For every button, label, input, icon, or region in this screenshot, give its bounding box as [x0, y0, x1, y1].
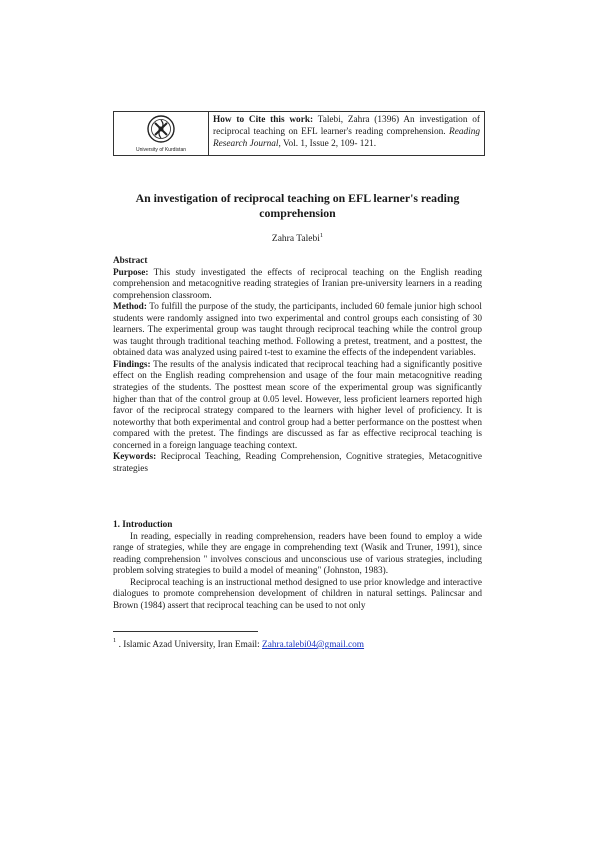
- logo-cell: [114, 112, 209, 155]
- introduction-paragraph-1: In reading, especially in reading comprehension, readers have been found to employ a wide range of strategies, while they are engage in comprehending text (Wasik and Truner, 1991), since reading comprehension " involves conscious and unconscious use of various strategies, including problem solving strategies to build a model of meaning" (Johnston, 1983).: [113, 531, 482, 577]
- citation-text-before: Talebi, Zahra (1396) An investigation of reciprocal teaching on EFL learner's reading comprehension.: [213, 115, 480, 137]
- keywords-text: Reciprocal Teaching, Reading Comprehension, Cognitive strategies, Metacognitive strategies: [113, 452, 482, 474]
- citation-label: How to Cite this work:: [213, 115, 314, 125]
- purpose-label: Purpose:: [113, 267, 149, 278]
- author-footnote-mark: 1: [319, 232, 324, 239]
- author-name: Zahra Talebi: [271, 234, 320, 244]
- purpose-text: This study investigated the effects of reciprocal teaching on the English reading comprehension and metacognitive reading strategies of Iranian pre-university learners in a reading comprehension classroom.: [113, 267, 482, 301]
- university-name: University of Kurdistan: [135, 147, 187, 153]
- abstract-purpose: [113, 268, 482, 303]
- abstract-section: [113, 256, 482, 475]
- footnote-email-link[interactable]: Zahra.talebi04@gmail.com: [262, 640, 365, 650]
- footnote-mark: 1: [113, 637, 117, 644]
- abstract-keywords: [113, 452, 482, 475]
- keywords-label: Keywords:: [113, 452, 157, 463]
- citation-text: [209, 112, 484, 155]
- findings-label: Findings:: [113, 359, 151, 370]
- citation-text-after: , Vol. 1, Issue 2, 109- 121.: [278, 139, 377, 149]
- footnote-rule: [113, 631, 258, 632]
- abstract-heading: Abstract: [113, 256, 148, 266]
- introduction-section: [113, 520, 482, 612]
- introduction-heading: 1. Introduction: [113, 520, 173, 530]
- introduction-paragraph-2: Reciprocal teaching is an instructional method designed to use prior knowledge and interactive dialogues to promote comprehension development of children in natural settings. Palincsar and Brown (1984) assert that reciprocal teaching can be used to not only: [113, 577, 482, 611]
- footnote: [113, 637, 364, 650]
- citation-journal: Reading Research Journal: [213, 127, 480, 149]
- method-text: To fulfill the purpose of the study, the participants, included 60 female junior high school students were randomly assigned into two experimental and control groups each consisting of 30 learners. The experimental group was taught through reciprocal teaching while the control group was taught through traditional teaching method. Following a pretest, treatment, and a posttest, the obtained data was analyzed using paired t-test to examine the effects of the independent variables.: [113, 302, 482, 359]
- university-logo-icon: [145, 114, 177, 144]
- paper-title: An investigation of reciprocal teaching on EFL learner's reading comprehension: [135, 191, 460, 220]
- method-label: Method:: [113, 302, 147, 313]
- findings-text: The results of the analysis indicated that reciprocal teaching had a significantly positive effect on the English reading comprehension and usage of the four main metacognitive reading strategies of the students. The posttest mean score of the experimental group was significantly higher than that of the control group at 0.05 level. However, less proficient learners reported high favor of the reciprocal strategy compared to the learners with higher level of proficiency. It is noteworthy that both experimental and control group had a better performance on the posttest when compared with the pretest. The findings are discussed as far as effective reciprocal teaching is concerned in a foreign language teaching context.: [113, 359, 482, 451]
- abstract-findings: [113, 360, 482, 452]
- citation-box: [113, 111, 485, 156]
- footnote-text: . Islamic Azad University, Iran Email:: [116, 640, 263, 650]
- abstract-method: [113, 302, 482, 360]
- author-line: [0, 232, 595, 244]
